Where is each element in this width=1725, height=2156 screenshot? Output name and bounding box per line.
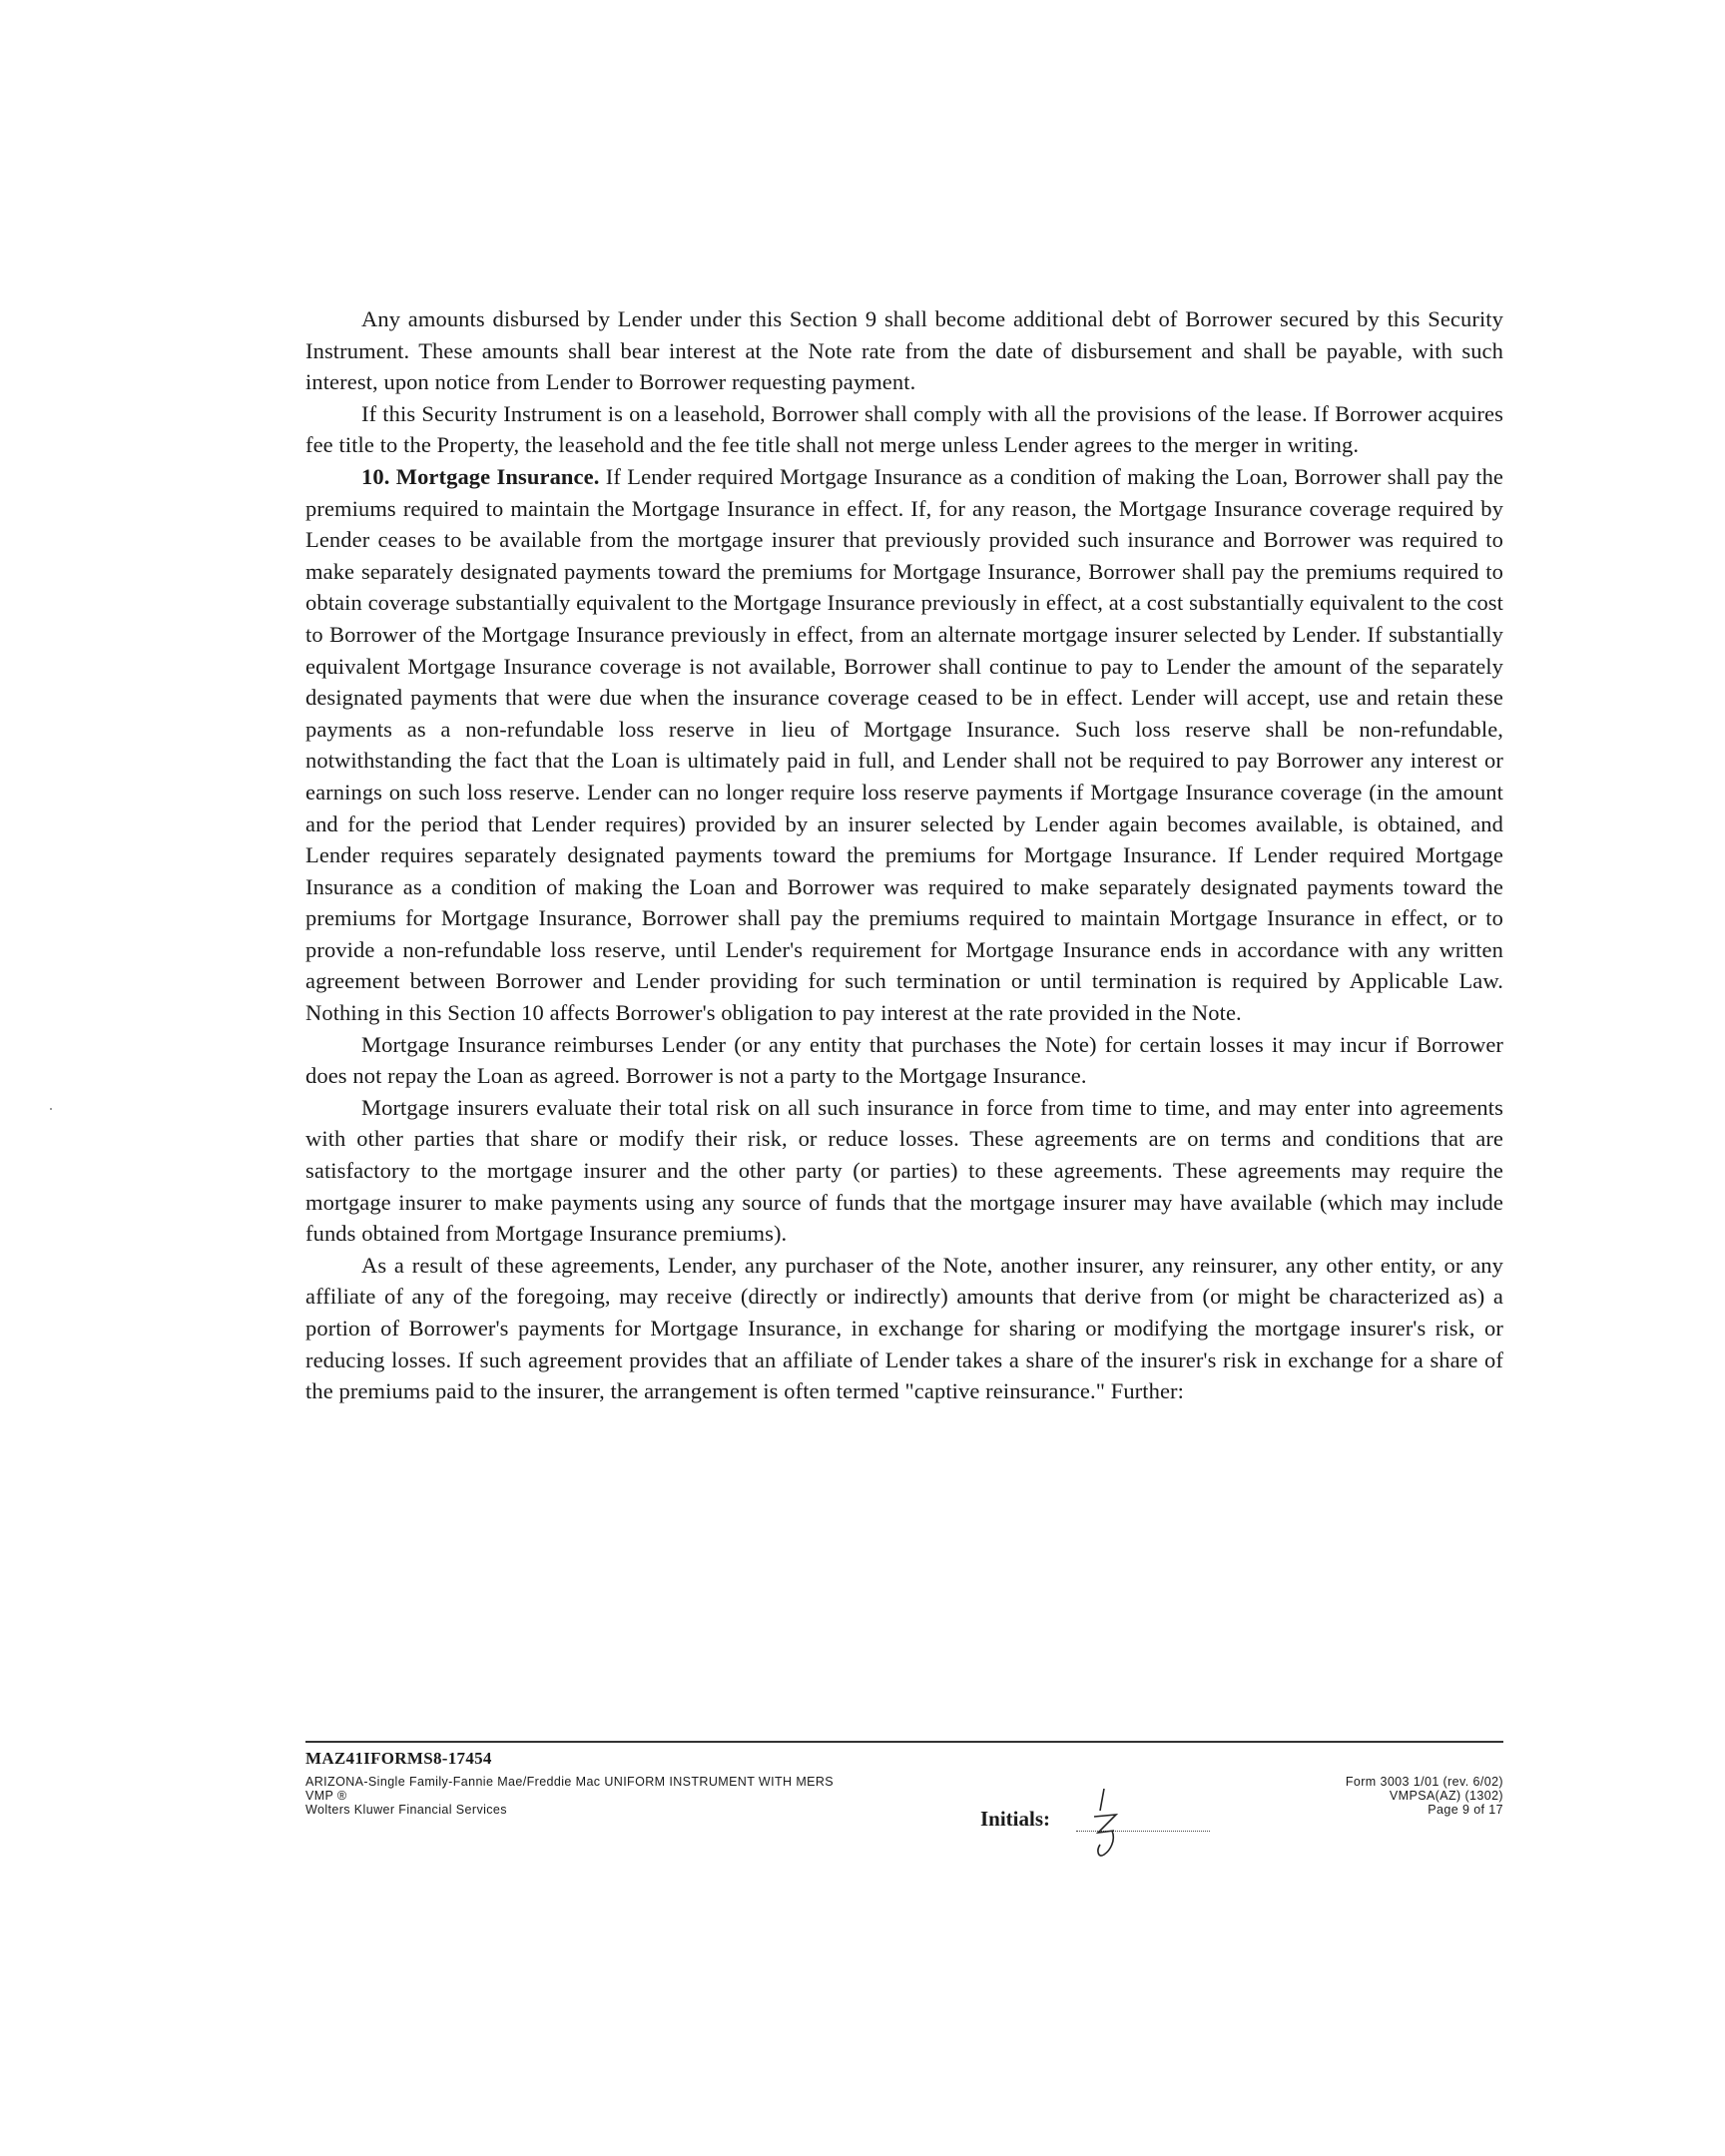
publisher-name: Wolters Kluwer Financial Services — [305, 1803, 507, 1817]
paragraph-section-9-disbursements: Any amounts disbursed by Lender under this Section 9 shall become additional debt of Borrower secured by this Security Instrument. These amounts shall bear interest at the Note rate from the date of disbursement and shall be payable, with such interest, upon notice from Lender to Borrower requesting payment. — [305, 306, 1503, 395]
paragraph-mortgage-insurance-reimburses: Mortgage Insurance reimburses Lender (or any entity that purchases the Note) for certain losses it may incur if Borrower does not repay the Loan as agreed. Borrower is not a party to the Mortgage Insurance. — [305, 1031, 1503, 1089]
footer-divider — [305, 1741, 1503, 1743]
form-id: MAZ41IFORMS8-17454 — [305, 1749, 492, 1768]
scan-artifact-dot — [50, 1108, 52, 1110]
section-10-heading: 10. Mortgage Insurance. — [361, 463, 600, 489]
initials-signature-mark — [1086, 1785, 1126, 1861]
page-number: Page 9 of 17 — [1428, 1803, 1503, 1817]
form-number: Form 3003 1/01 (rev. 6/02) — [1345, 1775, 1503, 1789]
initials-block — [980, 1807, 1240, 1867]
document-body — [305, 303, 1503, 1407]
paragraph-captive-reinsurance: As a result of these agreements, Lender, any purchaser of the Note, another insurer, any reinsurer, any other entity, or any affiliate of any of the foregoing, may receive (directly or indirectly) amounts that derive from (or might be characterized as) a portion of Borrower's payments for Mortgage Insurance, in exchange for sharing or modifying the mortgage insurer's risk, or reducing losses. If such agreement provides that an affiliate of Lender takes a share of the insurer's risk in exchange for a share of the premiums paid to the insurer, the arrangement is often termed "captive reinsurance." Further: — [305, 1252, 1503, 1404]
vmp-mark: VMP ® — [305, 1789, 347, 1803]
footer-right-block — [1346, 1775, 1503, 1817]
initials-label: Initials: — [980, 1807, 1051, 1831]
paragraph-section-10 — [305, 461, 1503, 1029]
section-10-body: If Lender required Mortgage Insurance as a condition of making the Loan, Borrower shall pay the premiums required to maintain the Mortgage Insurance in effect. If, for any reason, the Mortgage Insurance coverage required by Lender ceases to be available from the mortgage insurer that previously provided such insurance and Borrower was required to make separately designated payments toward the premiums for Mortgage Insurance, Borrower shall pay the premiums required to obtain coverage substantially equivalent to the Mortgage Insurance previously in effect, at a cost substantially equivalent to the cost to Borrower of the Mortgage Insurance previously in effect, from an alternate mortgage insurer selected by Lender. If substantially equivalent Mortgage Insurance coverage is not available, Borrower shall continue to pay to Lender the amount of the separately designated payments that were due when the insurance coverage ceased to be in effect. Lender will accept, use and retain these payments as a non-refundable loss reserve in lieu of Mortgage Insurance. Such loss reserve shall be non-refundable, notwithstanding the fact that the Loan is ultimately paid in full, and Lender shall not be required to pay Borrower any interest or earnings on such loss reserve. Lender can no longer require loss reserve payments if Mortgage Insurance coverage (in the amount and for the period that Lender requires) provided by an insurer selected by Lender again becomes available, is obtained, and Lender requires separately designated payments toward the premiums for Mortgage Insurance. If Lender required Mortgage Insurance as a condition of making the Loan and Borrower was required to make separately designated payments toward the premiums for Mortgage Insurance, Borrower shall pay the premiums required to maintain Mortgage Insurance in effect, or to provide a non-refundable loss reserve, until Lender's requirement for Mortgage Insurance ends in accordance with any written agreement between Borrower and Lender providing for such termination or until termination is required by Applicable Law. Nothing in this Section 10 affects Borrower's obligation to pay interest at the rate provided in the Note. — [305, 463, 1504, 1026]
form-description: ARIZONA-Single Family-Fannie Mae/Freddie Mac UNIFORM INSTRUMENT WITH MERS — [305, 1775, 835, 1789]
footer-left-block — [305, 1775, 834, 1817]
vmp-code: VMPSA(AZ) (1302) — [1389, 1789, 1503, 1803]
paragraph-mortgage-insurers-evaluate: Mortgage insurers evaluate their total risk on all such insurance in force from time to time, and may enter into agreements with other parties that share or modify their risk, or reduce losses. These agreements are on terms and conditions that are satisfactory to the mortgage insurer and the other party (or parties) to these agreements. These agreements may require the mortgage insurer to make payments using any source of funds that the mortgage insurer may have available (which may include funds obtained from Mortgage Insurance premiums). — [305, 1094, 1503, 1247]
paragraph-leasehold: If this Security Instrument is on a leasehold, Borrower shall comply with all the provisions of the lease. If Borrower acquires fee title to the Property, the leasehold and the fee title shall not merge unless Lender agrees to the merger in writing. — [305, 400, 1503, 458]
page-footer — [305, 1741, 1503, 1861]
